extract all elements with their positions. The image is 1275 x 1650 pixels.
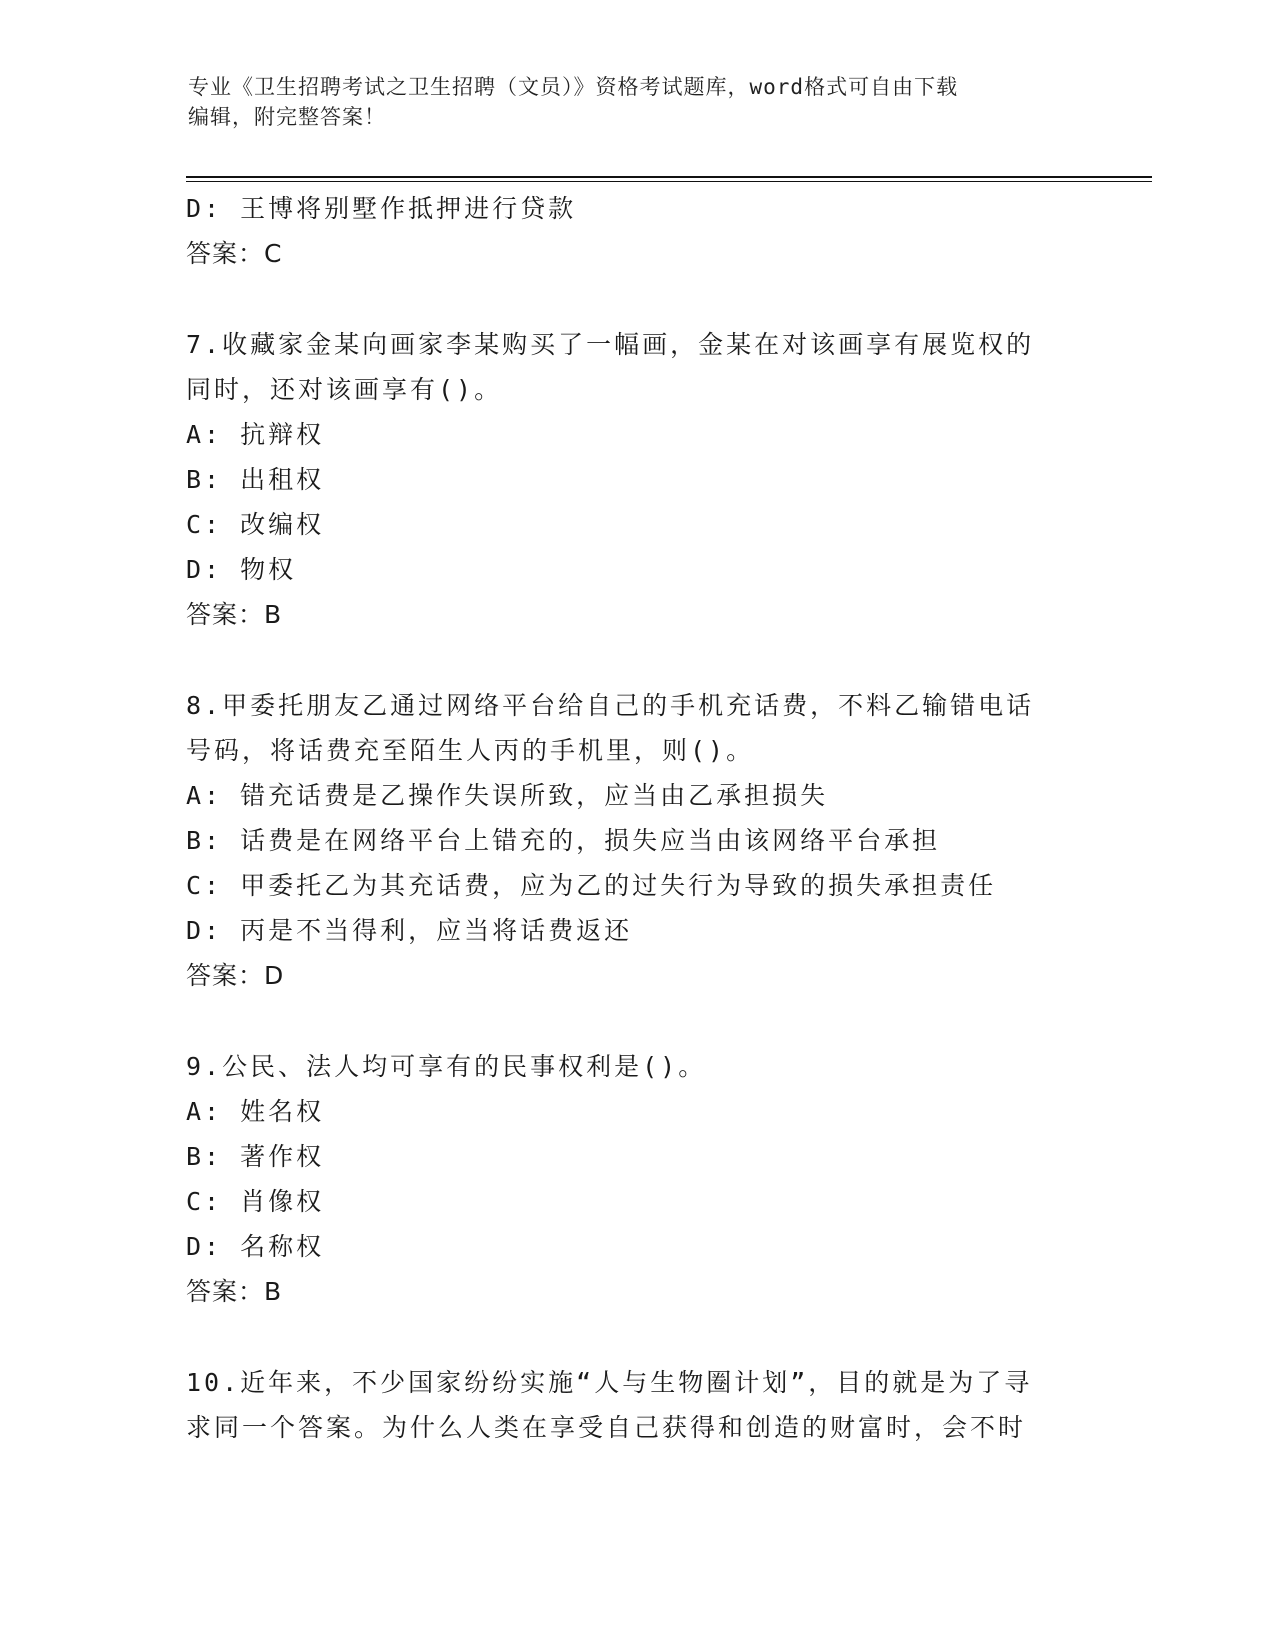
q8-stem-line-2: 号码，将话费充至陌生人丙的手机里，则()。 bbox=[186, 736, 755, 765]
document-header bbox=[188, 72, 1088, 132]
header-rule-thick bbox=[186, 176, 1152, 178]
q9-stem-line-1: 9.公民、法人均可享有的民事权利是()。 bbox=[186, 1052, 707, 1081]
prev-question-answer: 答案：C bbox=[186, 239, 283, 268]
q9-option-a: A: 姓名权 bbox=[186, 1097, 325, 1126]
q8-stem-line-1: 8.甲委托朋友乙通过网络平台给自己的手机充话费，不料乙输错电话 bbox=[186, 691, 1035, 720]
prev-question-option-d: D: 王博将别墅作抵押进行贷款 bbox=[186, 194, 577, 223]
header-line-1: 专业《卫生招聘考试之卫生招聘（文员）》资格考试题库，word格式可自由下载 bbox=[188, 75, 959, 99]
q7-stem-line-2: 同时，还对该画享有()。 bbox=[186, 375, 503, 404]
q7-stem-line-1: 7.收藏家金某向画家李某购买了一幅画，金某在对该画享有展览权的 bbox=[186, 330, 1035, 359]
q10-stem-line-2: 求同一个答案。为什么人类在享受自己获得和创造的财富时，会不时 bbox=[186, 1413, 1027, 1442]
q9-option-b: B: 著作权 bbox=[186, 1142, 325, 1171]
q8-option-b: B: 话费是在网络平台上错充的，损失应当由该网络平台承担 bbox=[186, 826, 941, 855]
q9-answer: 答案：B bbox=[186, 1277, 283, 1306]
q9-option-c: C: 肖像权 bbox=[186, 1187, 325, 1216]
q8-option-d: D: 丙是不当得利，应当将话费返还 bbox=[186, 916, 633, 945]
q9-option-d: D: 名称权 bbox=[186, 1232, 325, 1261]
q8-answer: 答案：D bbox=[186, 961, 285, 990]
q8-option-a: A: 错充话费是乙操作失误所致，应当由乙承担损失 bbox=[186, 781, 829, 810]
q8-option-c: C: 甲委托乙为其充话费，应为乙的过失行为导致的损失承担责任 bbox=[186, 871, 997, 900]
q7-option-b: B: 出租权 bbox=[186, 465, 325, 494]
q7-option-c: C: 改编权 bbox=[186, 510, 325, 539]
q7-answer: 答案：B bbox=[186, 600, 283, 629]
q10-stem-line-1: 10.近年来，不少国家纷纷实施“人与生物圈计划”，目的就是为了寻 bbox=[186, 1368, 1033, 1397]
q7-option-d: D: 物权 bbox=[186, 555, 297, 584]
header-rule-thin bbox=[186, 181, 1152, 182]
q7-option-a: A: 抗辩权 bbox=[186, 420, 325, 449]
header-line-2: 编辑，附完整答案！ bbox=[188, 105, 386, 129]
